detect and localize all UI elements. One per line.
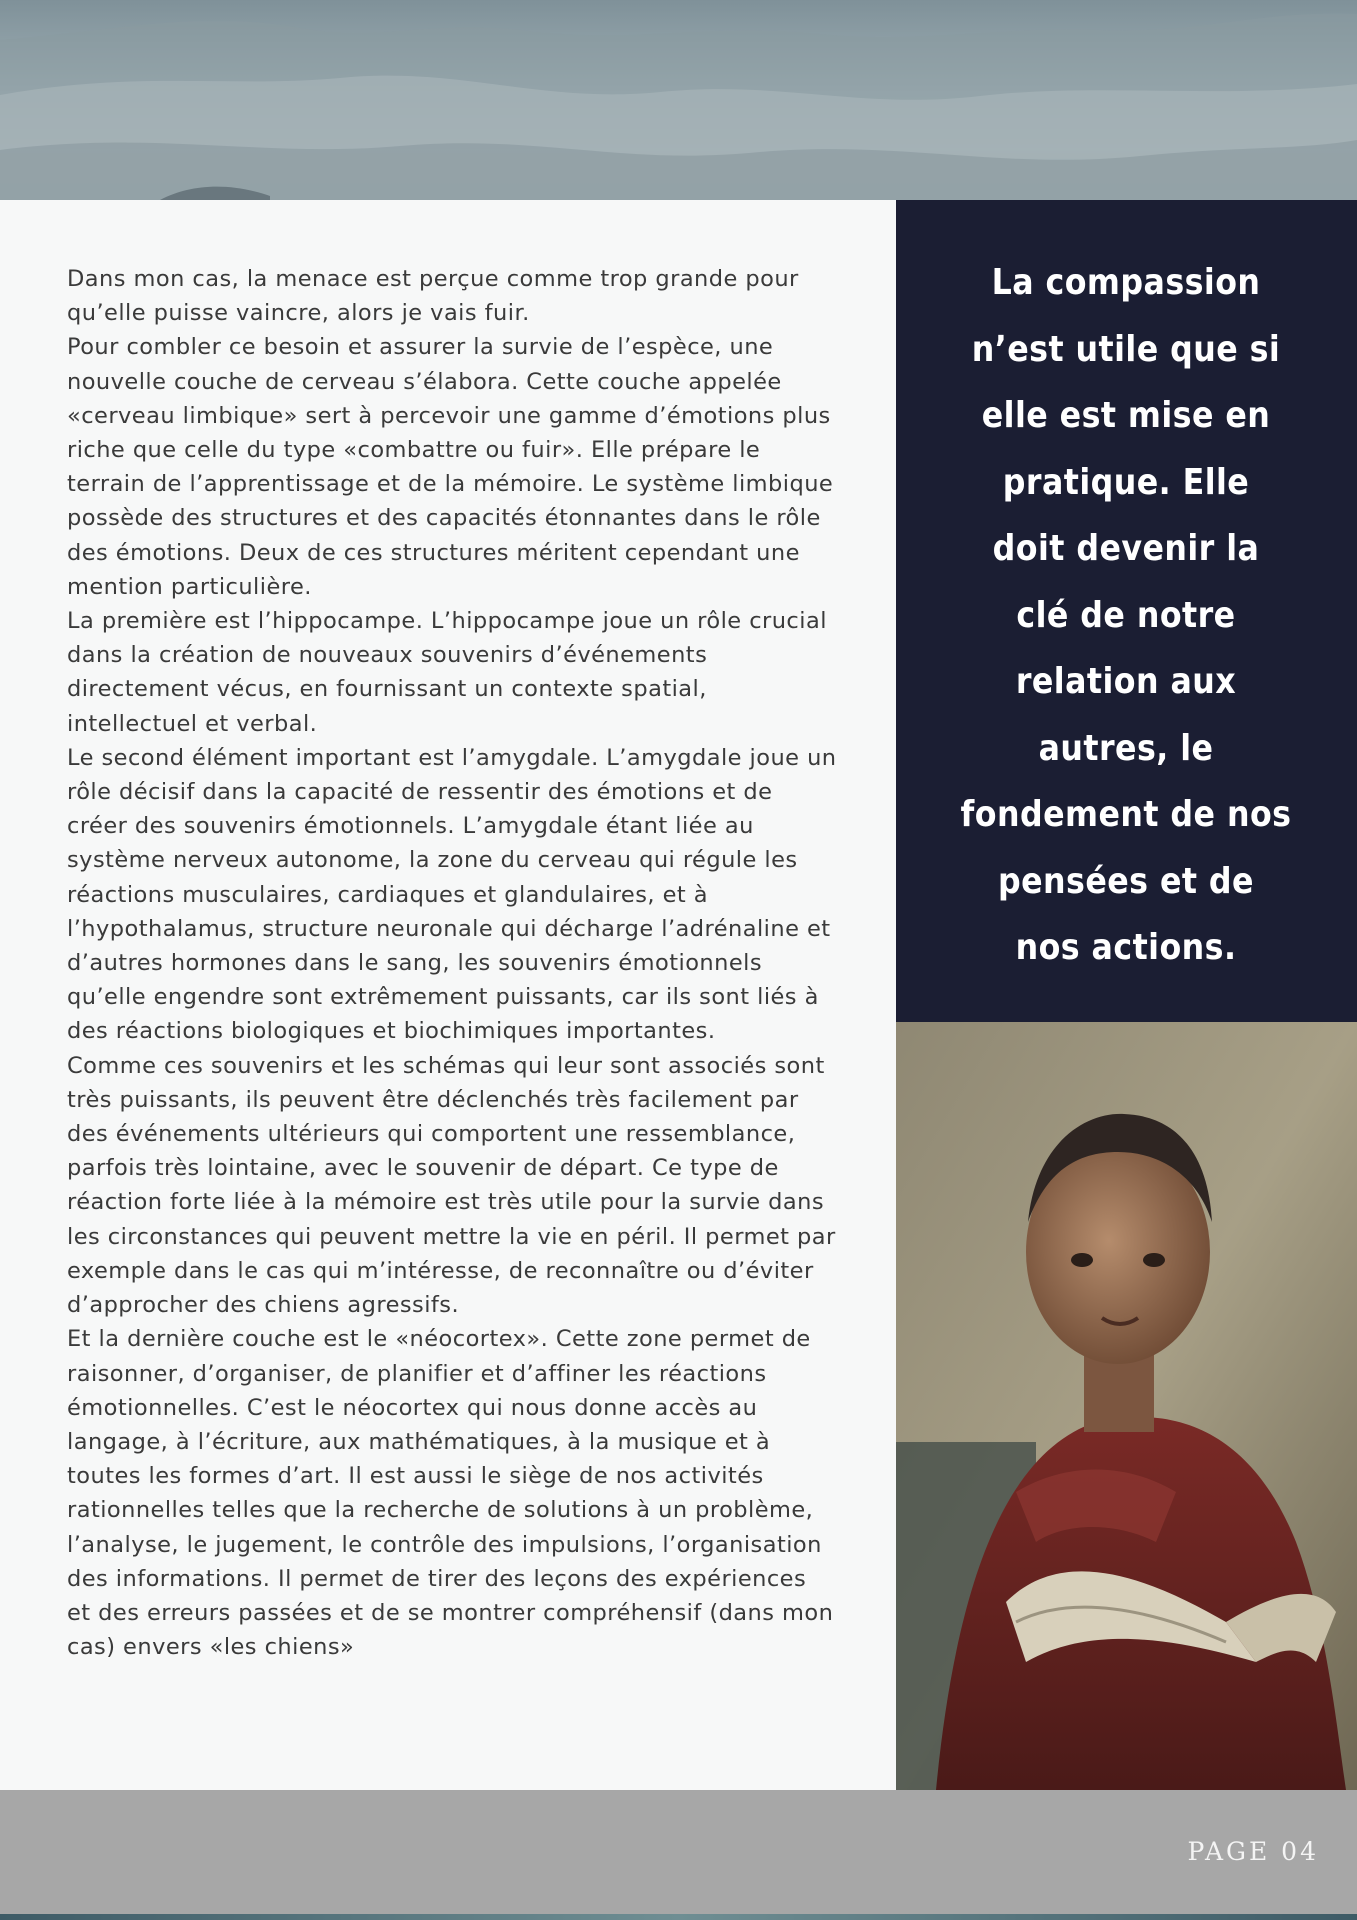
quote-line: La compassion [991, 262, 1261, 303]
paragraph: La première est l’hippocampe. L’hippocampe joue un rôle crucial dans la création de nouveaux souvenirs d’événements directement vécus, en fournissant un contexte spatial, intellectuel et verbal. [67, 608, 827, 737]
quote-line: nos actions. [1015, 927, 1237, 968]
quote-line: n’est utile que si [971, 328, 1281, 370]
quote-line: fondement de nos [960, 794, 1292, 835]
monk-child-photo [896, 1022, 1357, 1790]
mountain-banner-image [0, 0, 1357, 200]
page-number: PAGE 04 [1187, 1837, 1319, 1866]
footer-bar [0, 1790, 1357, 1920]
quote-line: pensées et de [998, 860, 1254, 902]
quote-line: clé de notre [1016, 594, 1236, 636]
article-body [67, 262, 837, 1664]
quote-line: autres, le [1038, 727, 1214, 769]
quote-line: elle est mise en [981, 395, 1271, 436]
paragraph: Et la dernière couche est le «néocortex». Cette zone permet de raisonner, d’organiser, de planifier et d’affiner les réactions émotionnelles. C’est le néocortex qui nous donne accès au langage, à l’écriture, aux mathématiques, à la musique et à toutes les formes d’art. Il est aussi le siège de nos activités rationnelles telles que la recherche de solutions à un problème, l’analyse, le jugement, le contrôle des impulsions, l’organisation des informations. Il permet de tirer des leçons des expériences et des erreurs passées et de se montrer compréhensif (dans mon cas) envers «les chiens» [67, 1326, 834, 1661]
paragraph: Dans mon cas, la menace est perçue comme trop grande pour qu’elle puisse vaincre, alors je vais fuir. [67, 266, 799, 327]
quote-line: relation aux [1015, 661, 1237, 702]
pull-quote [945, 250, 1308, 982]
paragraph: Le second élément important est l’amygdale. L’amygdale joue un rôle décisif dans la capacité de ressentir des émotions et de créer des souvenirs émotionnels. L’amygdale étant liée au système nerveux autonome, la zone du cerveau qui régule les réactions musculaires, cardiaques et glandulaires, et à l’hypothalamus, structure neuronale qui décharge l’adrénaline et d’autres hormones dans le sang, les souvenirs émotionnels qu’elle engendre sont extrêmement puissants, car ils sont liés à des réactions biologiques et biochimiques importantes. [67, 744, 837, 1045]
paragraph: Comme ces souvenirs et les schémas qui leur sont associés sont très puissants, ils peuvent être déclenchés très facilement par des événements ultérieurs qui comportent une ressemblance, parfois très lointaine, avec le souvenir de départ. Ce type de réaction forte liée à la mémoire est très utile pour la survie dans les circonstances qui peuvent mettre la vie en péril. Il permet par exemple dans le cas qui m’intéresse, de reconnaître ou d’éviter d’approcher des chiens agressifs. [67, 1052, 836, 1319]
paragraph: Pour combler ce besoin et assurer la survie de l’espèce, une nouvelle couche de cerveau s’élabora. Cette couche appelée «cerveau limbique» sert à percevoir une gamme d’émotions plus riche que celle du type «combattre ou fuir». Elle prépare le terrain de l’apprentissage et de la mémoire. Le système limbique possède des structures et des capacités étonnantes dans le rôle des émotions. Deux de ces structures méritent cependant une mention particulière. [67, 334, 834, 600]
footer-image-strip [0, 1914, 1357, 1920]
quote-line: doit devenir la [992, 528, 1260, 569]
quote-line: pratique. Elle [1002, 461, 1250, 503]
